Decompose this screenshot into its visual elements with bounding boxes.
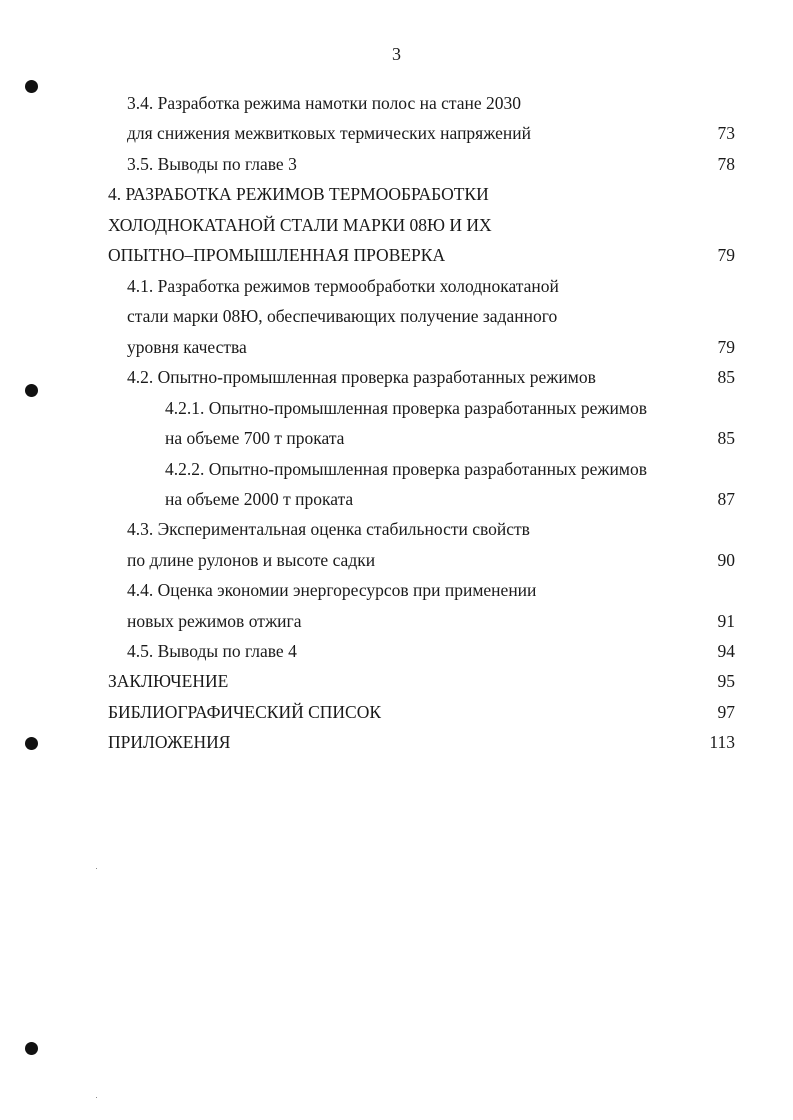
toc-entry-4-5-page: 94 <box>717 641 735 661</box>
toc-entry-4-line-2: ХОЛОДНОКАТАНОЙ СТАЛИ МАРКИ 08Ю И ИХ <box>108 215 492 235</box>
toc-entry-4-2-1-line-2: на объеме 700 т проката <box>165 428 345 448</box>
toc-entry-4-1-line-1: 4.1. Разработка режимов термообработки холоднокатаной <box>127 276 559 296</box>
toc-entry-4-2-1-page: 85 <box>717 428 735 448</box>
toc-entry-4-2-line-1: 4.2. Опытно-промышленная проверка разработанных режимов <box>127 367 596 387</box>
toc-entry-4-2-2-page: 87 <box>717 489 735 509</box>
toc-entry-3-4-page: 73 <box>717 123 735 143</box>
toc-entry-4-4-line-1: 4.4. Оценка экономии энергоресурсов при применении <box>127 580 537 600</box>
page-number: 3 <box>392 44 401 64</box>
scan-speck <box>96 1097 97 1098</box>
toc-entry-conclusion: ЗАКЛЮЧЕНИЕ <box>108 671 229 691</box>
binder-hole <box>25 1042 38 1055</box>
toc-entry-4-3-line-1: 4.3. Экспериментальная оценка стабильности свойств <box>127 519 530 539</box>
toc-entry-appendices: ПРИЛОЖЕНИЯ <box>108 732 231 752</box>
toc-entry-4-1-line-3: уровня качества <box>127 337 247 357</box>
toc-entry-4-1-page: 79 <box>717 337 735 357</box>
toc-entry-bibliography: БИБЛИОГРАФИЧЕСКИЙ СПИСОК <box>108 702 382 722</box>
toc-entry-4-2-page: 85 <box>717 367 735 387</box>
toc-entry-3-4-line-1: 3.4. Разработка режима намотки полос на стане 2030 <box>127 93 522 113</box>
toc-entry-4-line-3: ОПЫТНО–ПРОМЫШЛЕННАЯ ПРОВЕРКА <box>108 245 446 265</box>
scan-speck <box>96 868 97 869</box>
table-of-contents <box>0 88 793 768</box>
toc-entry-3-5-page: 78 <box>717 154 735 174</box>
toc-entry-4-2-1-line-1: 4.2.1. Опытно-промышленная проверка разработанных режимов <box>165 398 647 418</box>
toc-entry-4-2-2-line-1: 4.2.2. Опытно-промышленная проверка разработанных режимов <box>165 459 647 479</box>
toc-entry-bibliography-page: 97 <box>717 702 735 722</box>
toc-entry-4-4-line-2: новых режимов отжига <box>127 611 302 631</box>
toc-entry-appendices-page: 113 <box>709 732 735 752</box>
toc-entry-conclusion-page: 95 <box>717 671 735 691</box>
toc-entry-4-3-page: 90 <box>717 550 735 570</box>
toc-entry-4-line-1: 4. РАЗРАБОТКА РЕЖИМОВ ТЕРМООБРАБОТКИ <box>108 184 489 204</box>
toc-entry-4-4-page: 91 <box>717 611 735 631</box>
toc-entry-3-4-line-2: для снижения межвитковых термических напряжений <box>127 123 531 143</box>
toc-entry-4-2-2-line-2: на объеме 2000 т проката <box>165 489 354 509</box>
toc-entry-4-3-line-2: по длине рулонов и высоте садки <box>127 550 376 570</box>
toc-entry-4-5-line-1: 4.5. Выводы по главе 4 <box>127 641 297 661</box>
toc-entry-3-5-line-1: 3.5. Выводы по главе 3 <box>127 154 297 174</box>
toc-entry-4-page: 79 <box>717 245 735 265</box>
toc-entry-4-1-line-2: стали марки 08Ю, обеспечивающих получение заданного <box>127 306 558 326</box>
